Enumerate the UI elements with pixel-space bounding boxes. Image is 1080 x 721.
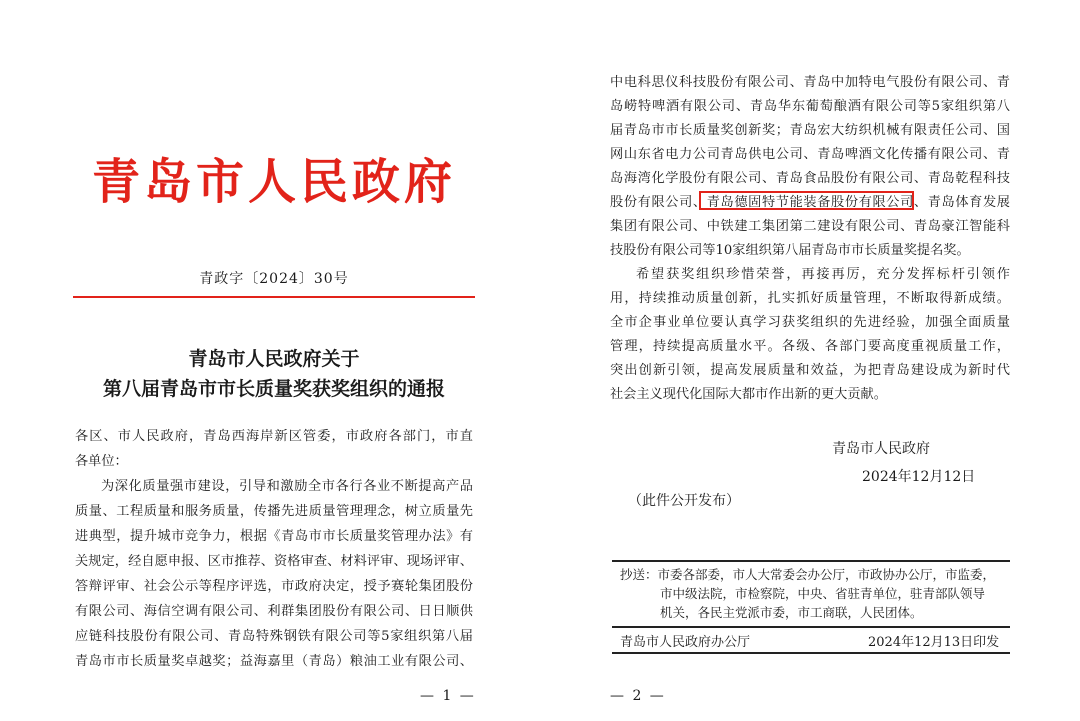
body-line: 管理，持续提高质量水平。各级、各部门要高度重视质量工作， <box>610 339 1010 354</box>
body-line: 各区、市人民政府，青岛西海岸新区管委，市政府各部门，市直 <box>75 429 473 444</box>
notice-title-line-1: 青岛市人民政府关于 <box>188 348 360 370</box>
footer-print-date: 2024年12月13日印发 <box>868 635 1000 650</box>
signature-date: 2024年12月12日 <box>862 469 976 485</box>
footer-bottom-rule <box>612 652 1010 654</box>
notice-title-line-2: 第八届青岛市市长质量奖获奖组织的通报 <box>102 378 445 400</box>
footer-issuer: 青岛市人民政府办公厅 <box>620 635 751 650</box>
red-separator-line <box>73 296 475 298</box>
body-line: 技股份有限公司等10家组织第八届青岛市市长质量奖提名奖。 <box>610 243 970 258</box>
body-line: 突出创新引领，提高发展质量和效益，为把青岛建设成为新时代 <box>610 363 1010 378</box>
signature-org: 青岛市人民政府 <box>832 441 930 457</box>
body-line: 为深化质量强市建设，引导和激励全市各行各业不断提高产品 <box>101 479 473 494</box>
body-line: 应链科技股份有限公司、青岛特殊钢铁有限公司等5家组织第八届 <box>75 629 473 644</box>
page-2 <box>540 0 1080 721</box>
body-line: 网山东省电力公司青岛供电公司、青岛啤酒文化传播有限公司、青 <box>610 147 1010 162</box>
body-line: 用，持续推动质量创新，扎实抓好质量管理，不断取得新成绩。 <box>610 291 1010 306</box>
body-line: 中电科思仪科技股份有限公司、青岛中加特电气股份有限公司、青 <box>610 75 1010 90</box>
body-line: 青岛市市长质量奖卓越奖；益海嘉里（青岛）粮油工业有限公司、 <box>75 654 473 669</box>
body-line: 有限公司、海信空调有限公司、利群集团股份有限公司、日日顺供 <box>75 604 473 619</box>
highlight-box-company <box>699 191 914 210</box>
document-number: 青政字〔2024〕30号 <box>199 271 349 287</box>
body-line: 集团有限公司、中铁建工集团第二建设有限公司、青岛豪江智能科 <box>610 219 1010 234</box>
cc-line: 机关，各民主党派市委，市工商联，人民团体。 <box>660 605 923 620</box>
body-line: 希望获奖组织珍惜荣誉，再接再厉，充分发挥标杆引领作 <box>636 267 1010 282</box>
body-line: 答辩评审、社会公示等程序评选，市政府决定，授予赛轮集团股份 <box>75 579 473 594</box>
publish-note: （此件公开发布） <box>628 493 740 509</box>
masthead-title: 青岛市人民政府 <box>91 154 456 210</box>
body-line: 质量、工程质量和服务质量，传播先进质量管理理念，树立质量先 <box>75 504 473 519</box>
body-line: 各单位： <box>75 454 128 469</box>
cc-line: 市中级法院，市检察院，中央、省驻青单位，驻青部队领导 <box>660 586 986 601</box>
page-number: — 2 — <box>610 688 666 704</box>
body-line: 关规定，经自愿申报、区市推荐、资格审查、材料评审、现场评审、 <box>75 554 473 569</box>
body-line: 岛海湾化学股份有限公司、青岛食品股份有限公司、青岛乾程科技 <box>610 171 1010 186</box>
cc-bottom-rule <box>612 626 1010 628</box>
body-line: 岛崂特啤酒有限公司、青岛华东葡萄酿酒有限公司等5家组织第八 <box>610 99 1010 114</box>
body-line: 全市企事业单位要认真学习获奖组织的先进经验，加强全面质量 <box>610 315 1010 330</box>
body-line: 届青岛市市长质量奖创新奖；青岛宏大纺织机械有限责任公司、国 <box>610 123 1010 138</box>
body-line: 进典型，提升城市竞争力，根据《青岛市市长质量奖管理办法》有 <box>75 529 473 544</box>
body-line: 社会主义现代化国际大都市作出新的更大贡献。 <box>610 387 887 402</box>
body-line: 股份有限公司、青岛德固特节能装备股份有限公司、青岛体育发展 <box>610 195 1010 210</box>
cc-line: 抄送：市委各部委，市人大常委会办公厅，市政协办公厅，市监委， <box>620 567 996 582</box>
cc-top-rule <box>612 560 1010 562</box>
page-number: — 1 — <box>420 688 476 704</box>
